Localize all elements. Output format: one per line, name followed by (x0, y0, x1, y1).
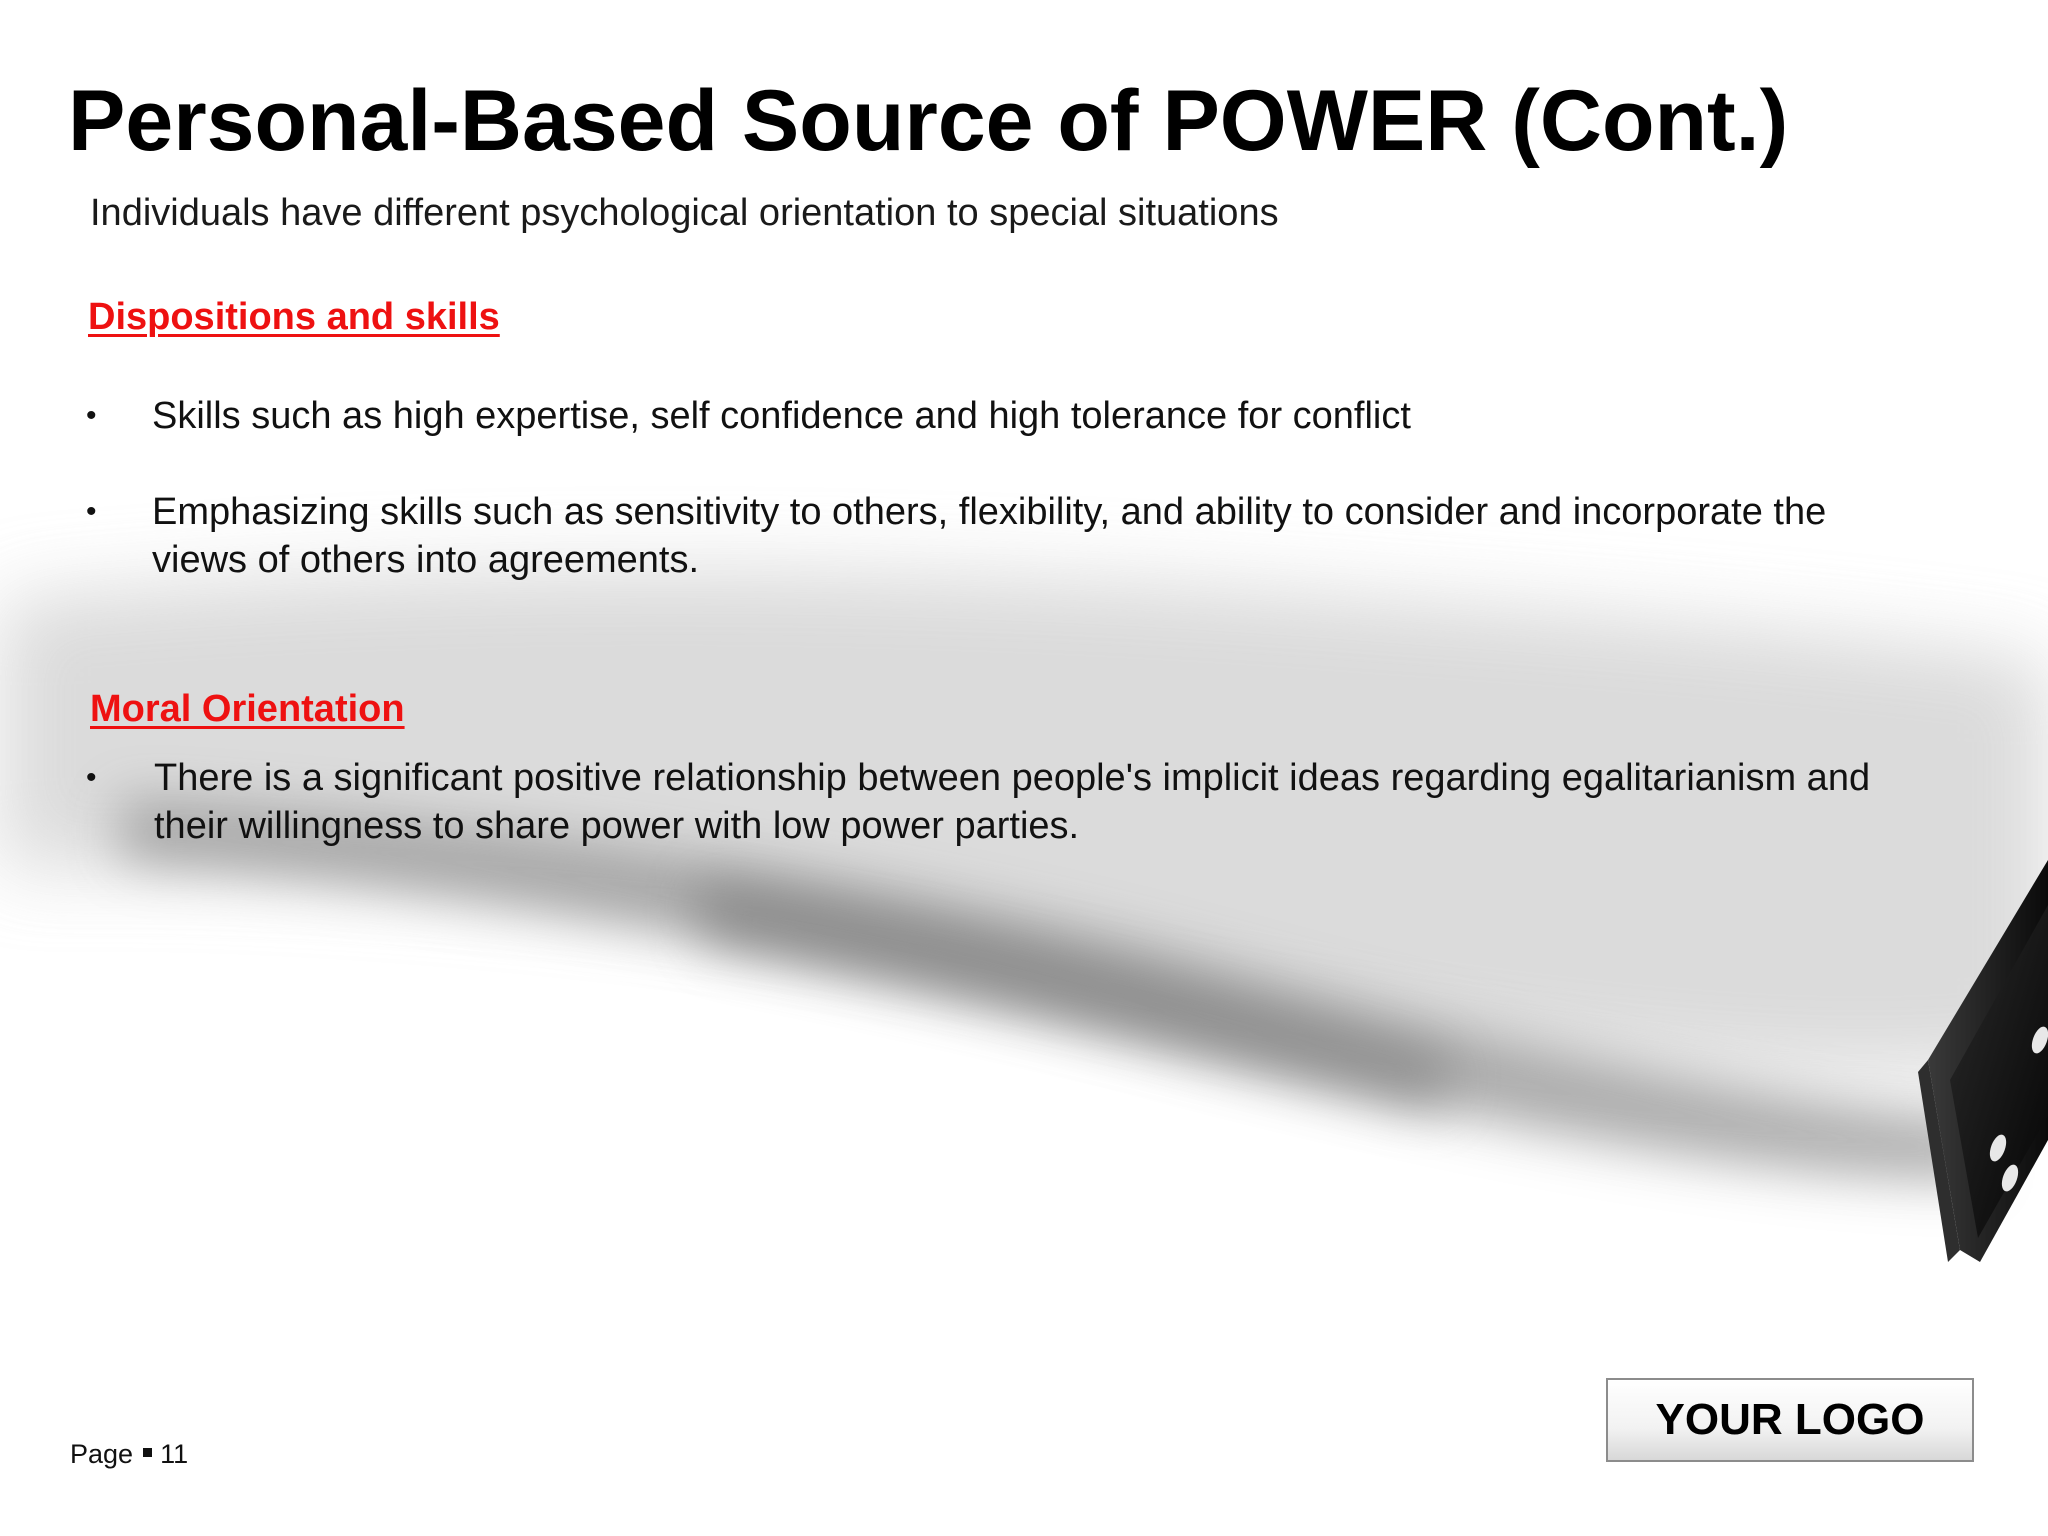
page-number-value: 11 (160, 1439, 189, 1469)
page-number (70, 1439, 188, 1470)
bullet-item (86, 754, 1926, 850)
bullet-icon: • (86, 761, 97, 794)
bullet-item (86, 392, 1926, 440)
slide-subtitle: Individuals have different psychological orientation to special situations (90, 192, 1279, 234)
logo-placeholder (1606, 1378, 1974, 1462)
bullet-text: Emphasizing skills such as sensitivity to others, flexibility, and ability to consider and incorporate the views of others into agreements. (152, 491, 1827, 581)
bullet-text: There is a significant positive relationship between people's implicit ideas regarding egalitarianism and their willingness to share power with low power parties. (154, 757, 1871, 847)
section-heading-moral-orientation: Moral Orientation (90, 688, 405, 730)
slide-title: Personal-Based Source of POWER (Cont.) (68, 73, 1789, 169)
page-label: Page (70, 1439, 134, 1469)
logo-text: YOUR LOGO (1655, 1395, 1925, 1444)
section-heading-dispositions: Dispositions and skills (88, 296, 500, 338)
bullet-item (86, 488, 1926, 584)
bullet-icon: • (86, 399, 97, 432)
bullet-icon: • (86, 495, 97, 528)
square-separator-icon (143, 1448, 152, 1457)
bullet-text: Skills such as high expertise, self confidence and high tolerance for conflict (152, 395, 1411, 437)
